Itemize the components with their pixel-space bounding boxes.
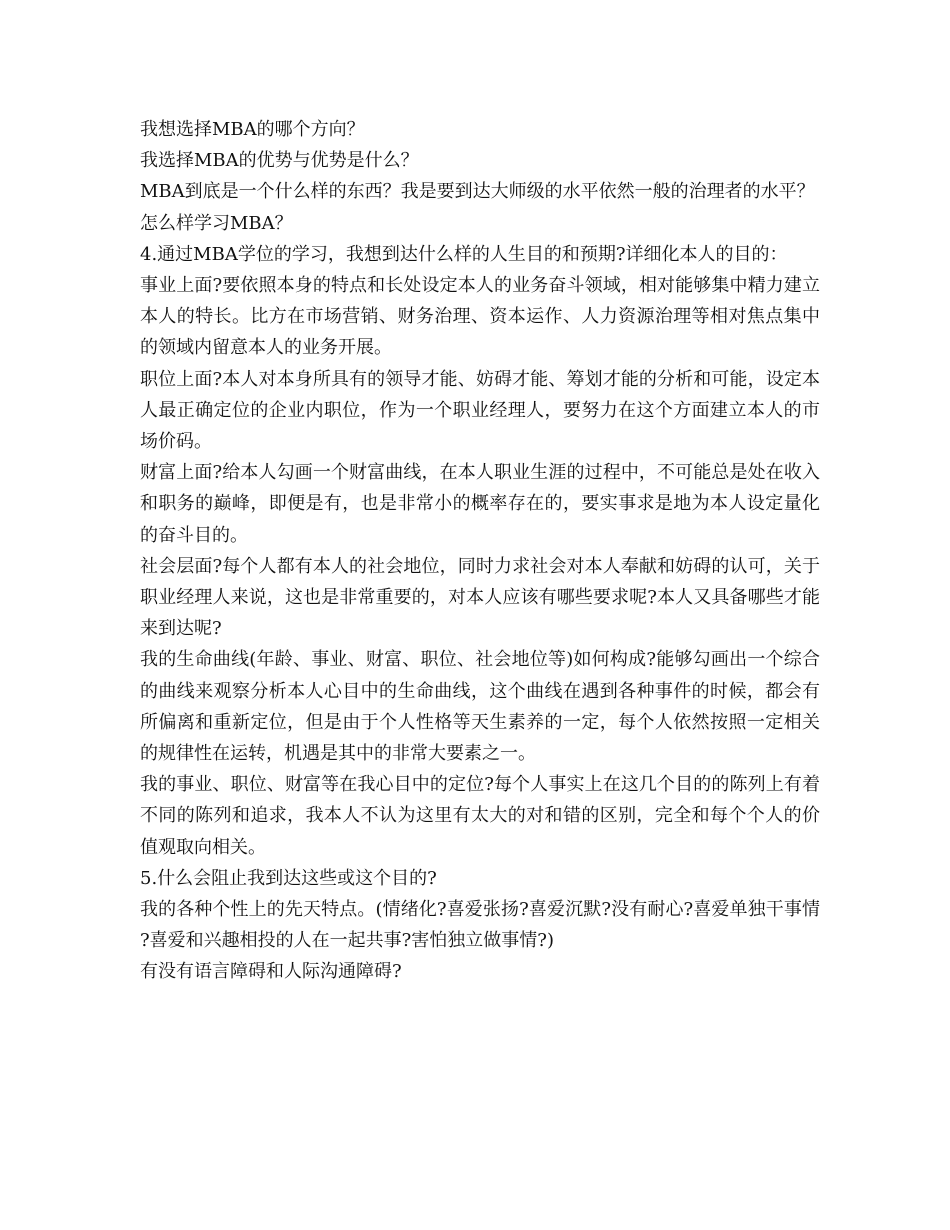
paragraph-life-curve: 我的生命曲线(年龄、事业、财富、职位、社会地位等)如何构成?能够勾画出一个综合的曲线来观察分析本人心目中的生命曲线，这个曲线在遇到各种事件的时候，都会有所偏离和重新定位，但是由于个人性格等天生素养的一定，每个人依然按照一定相关的规律性在运转，机遇是其中的非常大要素之一。: [140, 649, 820, 765]
paragraph-career: 事业上面?要依照本身的特点和长处设定本人的业务奋斗领域，相对能够集中精力建立本人的特长。比方在市场营销、财务治理、资本运作、人力资源治理等相对焦点集中的领域内留意本人的业务开展。: [140, 275, 820, 359]
document-body: [140, 114, 820, 988]
paragraph-social: 社会层面?每个人都有本人的社会地位，同时力求社会对本人奉献和妨碍的认可，关于职业经理人来说，这也是非常重要的，对本人应该有哪些要求呢?本人又具备哪些才能来到达呢?: [140, 555, 820, 640]
paragraph-personality: 我的各种个性上的先天特点。(情绪化?喜爱张扬?喜爱沉默?没有耐心?喜爱单独干事情?喜爱和兴趣相投的人在一起共事?害怕独立做事情?): [140, 899, 820, 952]
paragraph-mba-advantages: 我选择MBA的优势与优势是什么？: [140, 150, 419, 172]
heading-section-4: 4.通过MBA学位的学习，我想到达什么样的人生目的和预期?详细化本人的目的：: [140, 243, 788, 265]
paragraph-what-is-mba: MBA到底是一个什么样的东西？我是要到达大师级的水平依然一般的治理者的水平？: [140, 181, 815, 203]
paragraph-how-to-learn: 怎么样学习MBA？: [140, 212, 293, 234]
paragraph-priorities: 我的事业、职位、财富等在我心目中的定位?每个人事实上在这几个目的的陈列上有着不同的陈列和追求，我本人不认为这里有太大的对和错的区别，完全和每个个人的价值观取向相关。: [140, 774, 820, 858]
paragraph-position: 职位上面?本人对本身所具有的领导才能、妨碍才能、筹划才能的分析和可能，设定本人最正确定位的企业内职位，作为一个职业经理人，要努力在这个方面建立本人的市场价码。: [140, 368, 820, 453]
paragraph-communication: 有没有语言障碍和人际沟通障碍?: [140, 961, 402, 983]
paragraph-wealth: 财富上面?给本人勾画一个财富曲线，在本人职业生涯的过程中，不可能总是处在收入和职务的巅峰，即便是有，也是非常小的概率存在的，要实事求是地为本人设定量化的奋斗目的。: [140, 462, 820, 546]
paragraph-mba-direction: 我想选择MBA的哪个方向？: [140, 119, 365, 140]
heading-section-5: 5.什么会阻止我到达这些或这个目的?: [140, 867, 437, 889]
